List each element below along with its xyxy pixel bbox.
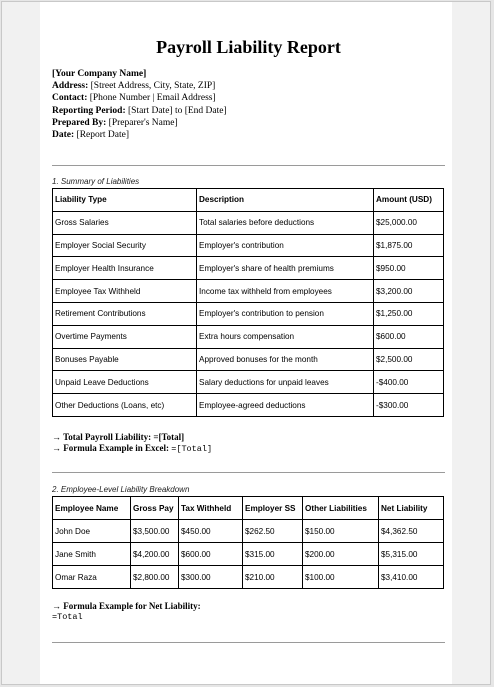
company-info — [52, 68, 227, 141]
table-cell: Jane Smith — [53, 543, 131, 566]
table-cell: Retirement Contributions — [53, 302, 197, 325]
table-cell: Omar Raza — [53, 566, 131, 589]
table-cell: $100.00 — [303, 566, 379, 589]
table-cell: Approved bonuses for the month — [197, 348, 374, 371]
table-cell: -$300.00 — [374, 394, 444, 417]
table-row — [53, 371, 444, 394]
table-cell: $210.00 — [243, 566, 303, 589]
table-cell: -$400.00 — [374, 371, 444, 394]
table-cell: $2,500.00 — [374, 348, 444, 371]
table-cell: Employer Social Security — [53, 234, 197, 257]
column-header: Liability Type — [53, 189, 197, 212]
table-cell: Bonuses Payable — [53, 348, 197, 371]
column-header: Employer SS — [243, 497, 303, 520]
table-cell: $450.00 — [179, 520, 243, 543]
table-cell: Gross Salaries — [53, 211, 197, 234]
table-cell: $200.00 — [303, 543, 379, 566]
total-liability-note: → Total Payroll Liability: =[Total] — [52, 432, 185, 442]
address-line: Address: [Street Address, City, State, ZIP] — [52, 81, 216, 92]
table-cell: $5,315.00 — [379, 543, 444, 566]
table-cell: Employee Tax Withheld — [53, 280, 197, 303]
table-cell: $25,000.00 — [374, 211, 444, 234]
table-cell: $600.00 — [374, 325, 444, 348]
table-row — [53, 211, 444, 234]
table-row — [53, 257, 444, 280]
table-cell: $3,500.00 — [131, 520, 179, 543]
table-row — [53, 280, 444, 303]
contact-line: Contact: [Phone Number | Email Address] — [52, 93, 216, 104]
column-header: Net Liability — [379, 497, 444, 520]
table-cell: Income tax withheld from employees — [197, 280, 374, 303]
table-header-row — [53, 189, 444, 212]
column-header: Description — [197, 189, 374, 212]
table-cell: $4,200.00 — [131, 543, 179, 566]
table-row — [53, 348, 444, 371]
table-row — [53, 543, 444, 566]
table-cell: $3,200.00 — [374, 280, 444, 303]
table-cell: Other Deductions (Loans, etc) — [53, 394, 197, 417]
table-cell: $150.00 — [303, 520, 379, 543]
table-cell: Overtime Payments — [53, 325, 197, 348]
table-cell: Extra hours compensation — [197, 325, 374, 348]
table-row — [53, 566, 444, 589]
divider — [52, 642, 445, 643]
table-cell: Employer's contribution — [197, 234, 374, 257]
table-cell: Total salaries before deductions — [197, 211, 374, 234]
table-cell: Employer's share of health premiums — [197, 257, 374, 280]
table-row — [53, 325, 444, 348]
document-page — [1, 1, 491, 685]
table-cell: John Doe — [53, 520, 131, 543]
table-cell: $315.00 — [243, 543, 303, 566]
prepared-line: Prepared By: [Preparer's Name] — [52, 117, 178, 128]
period-line: Reporting Period: [Start Date] to [End Date] — [52, 105, 227, 116]
column-header: Employee Name — [53, 497, 131, 520]
table-cell: $1,250.00 — [374, 302, 444, 325]
table-cell: $300.00 — [179, 566, 243, 589]
divider — [52, 472, 445, 473]
excel-formula-note: → Formula Example in Excel: =[Total] — [52, 443, 213, 454]
table-row — [53, 394, 444, 417]
date-line: Date: [Report Date] — [52, 130, 130, 141]
table-cell: $1,875.00 — [374, 234, 444, 257]
net-liability-formula-code: =Total — [52, 612, 83, 622]
column-header: Gross Pay — [131, 497, 179, 520]
table-cell: Unpaid Leave Deductions — [53, 371, 197, 394]
table-cell: Employer Health Insurance — [53, 257, 197, 280]
column-header: Amount (USD) — [374, 189, 444, 212]
table-cell: $4,362.50 — [379, 520, 444, 543]
page-title: Payroll Liability Report — [156, 37, 341, 57]
table-cell: $600.00 — [179, 543, 243, 566]
right-margin — [452, 2, 490, 684]
table-cell: $3,410.00 — [379, 566, 444, 589]
divider — [52, 165, 445, 166]
company-name: [Your Company Name] — [52, 69, 147, 79]
summary-heading: 1. Summary of Liabilities — [52, 177, 140, 186]
column-header: Other Liabilities — [303, 497, 379, 520]
table-header-row — [53, 497, 444, 520]
table-cell: Employer's contribution to pension — [197, 302, 374, 325]
table-cell: Employee-agreed deductions — [197, 394, 374, 417]
table-row — [53, 302, 444, 325]
column-header: Tax Withheld — [179, 497, 243, 520]
table-row — [53, 234, 444, 257]
table-row — [53, 520, 444, 543]
table-cell: $950.00 — [374, 257, 444, 280]
table-cell: Salary deductions for unpaid leaves — [197, 371, 374, 394]
table-cell: $262.50 — [243, 520, 303, 543]
breakdown-table — [52, 496, 444, 589]
left-margin — [2, 2, 40, 684]
table-cell: $2,800.00 — [131, 566, 179, 589]
summary-table — [52, 188, 444, 417]
breakdown-heading: 2. Employee-Level Liability Breakdown — [52, 485, 190, 494]
net-liability-formula-note: → Formula Example for Net Liability: — [52, 601, 201, 611]
